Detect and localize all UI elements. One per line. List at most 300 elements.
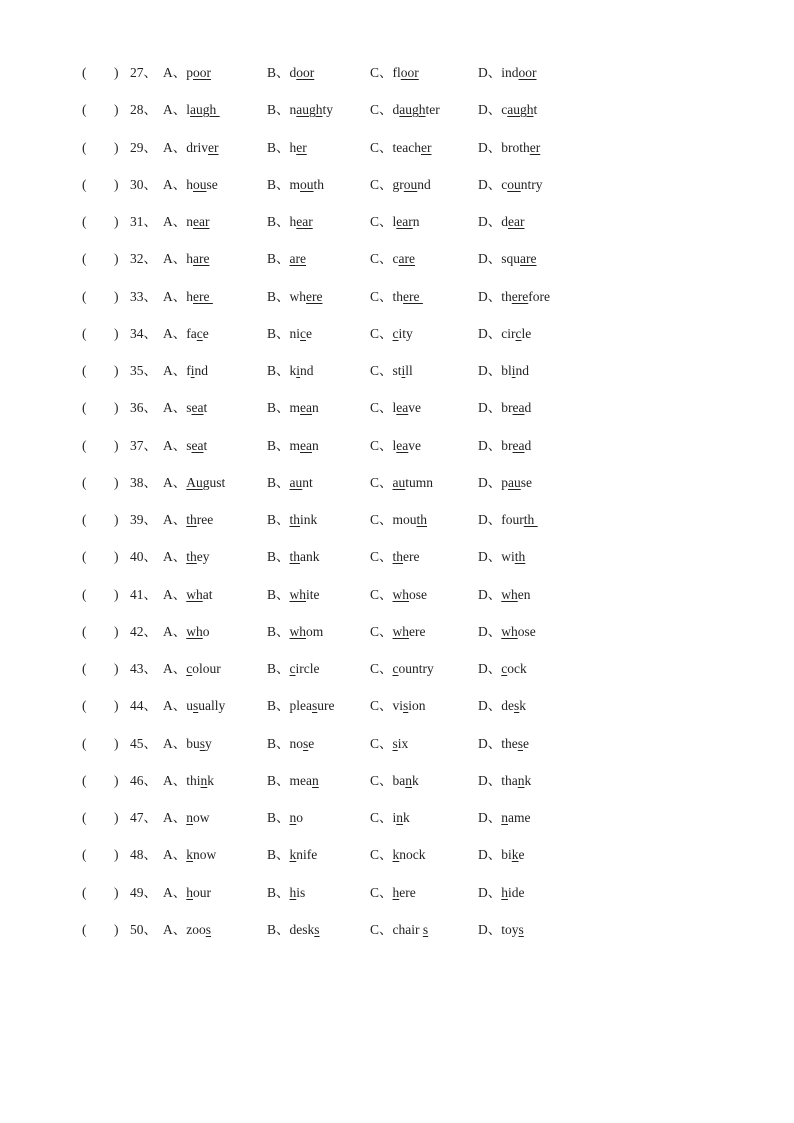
option-a [163, 473, 225, 493]
word-part: no [289, 736, 304, 751]
word-part: t [203, 438, 208, 453]
answer-bracket-open: ( [82, 438, 87, 453]
question-number: 40、 [130, 549, 157, 564]
underlined-letters: ea [512, 400, 525, 415]
answer-bracket-close: ) [114, 624, 119, 639]
word-part: m [289, 438, 301, 453]
option-letter: D、 [478, 438, 502, 453]
answer-bracket-close: ) [114, 661, 119, 676]
word-part: ey [196, 549, 210, 564]
underlined-letters: augh [190, 102, 220, 117]
option-letter: B、 [267, 102, 290, 117]
question-row [0, 510, 794, 530]
option-letter: B、 [267, 326, 290, 341]
option-letter: B、 [267, 885, 290, 900]
underlined-letters: ou [507, 177, 521, 192]
option-b [267, 212, 313, 232]
word-part: st [392, 363, 402, 378]
option-letter: C、 [370, 736, 393, 751]
option-letter: D、 [478, 922, 502, 937]
word-part: tumn [405, 475, 434, 490]
underlined-letters: er [208, 140, 219, 155]
word-part: ink [300, 512, 318, 527]
word-part: ow [193, 810, 210, 825]
option-letter: A、 [163, 326, 187, 341]
option-b [267, 771, 319, 791]
option-letter: C、 [370, 326, 393, 341]
word-part: ame [508, 810, 531, 825]
option-letter: D、 [478, 512, 502, 527]
option-letter: C、 [370, 363, 393, 378]
question-row [0, 734, 794, 754]
option-d [478, 734, 529, 754]
question-number: 45、 [130, 736, 157, 751]
underlined-letters: ea [300, 438, 313, 453]
word-part: nock [399, 847, 426, 862]
option-letter: B、 [267, 698, 290, 713]
word-part: fa [186, 326, 197, 341]
option-letter: B、 [267, 140, 290, 155]
option-a [163, 510, 213, 530]
option-d [478, 622, 536, 642]
underlined-letters: s [518, 922, 524, 937]
option-letter: C、 [370, 102, 393, 117]
underlined-letters: ere [511, 289, 529, 304]
option-b [267, 138, 307, 158]
word-part: se [520, 475, 532, 490]
question-number: 29、 [130, 140, 157, 155]
word-part: e [202, 326, 209, 341]
option-b [267, 287, 323, 307]
option-b [267, 249, 306, 269]
underlined-letters: au [392, 475, 406, 490]
word-part: n [412, 214, 420, 229]
word-part: e [518, 847, 525, 862]
option-b [267, 175, 324, 195]
question-number: 32、 [130, 251, 157, 266]
word-part: ion [408, 698, 426, 713]
option-c [370, 212, 420, 232]
answer-bracket-open: ( [82, 736, 87, 751]
word-part: o [202, 624, 210, 639]
option-letter: C、 [370, 587, 393, 602]
answer-bracket-open: ( [82, 885, 87, 900]
word-part: nife [296, 847, 318, 862]
option-letter: D、 [478, 65, 502, 80]
underlined-letters: n [186, 810, 193, 825]
option-c [370, 138, 432, 158]
option-letter: A、 [163, 363, 187, 378]
option-letter: A、 [163, 736, 187, 751]
word-part: th [392, 289, 404, 304]
underlined-letters: are [520, 251, 537, 266]
underlined-letters: wh [501, 624, 518, 639]
word-part: nd [417, 177, 431, 192]
question-number: 36、 [130, 400, 157, 415]
option-a [163, 845, 216, 865]
underlined-letters: s [517, 736, 524, 751]
option-c [370, 287, 423, 307]
answer-bracket-open: ( [82, 475, 87, 490]
underlined-letters: c [392, 326, 399, 341]
option-d [478, 249, 537, 269]
underlined-letters: wh [186, 587, 203, 602]
word-part: br [501, 400, 513, 415]
word-part: ountry [398, 661, 434, 676]
word-part: is [296, 885, 306, 900]
word-part: plea [289, 698, 313, 713]
option-letter: A、 [163, 922, 187, 937]
word-part: th [313, 177, 325, 192]
word-part: ree [196, 512, 214, 527]
option-a [163, 659, 221, 679]
option-d [478, 473, 532, 493]
question-row [0, 659, 794, 679]
option-d [478, 436, 531, 456]
word-part: th [501, 289, 512, 304]
option-letter: C、 [370, 624, 393, 639]
option-d [478, 361, 529, 381]
option-a [163, 175, 218, 195]
word-part: l [392, 400, 397, 415]
question-row [0, 883, 794, 903]
word-part: teach [392, 140, 421, 155]
option-letter: B、 [267, 475, 290, 490]
answer-bracket-close: ) [114, 885, 119, 900]
word-part: m [289, 177, 301, 192]
answer-bracket-open: ( [82, 214, 87, 229]
underlined-letters: c [186, 661, 193, 676]
option-letter: A、 [163, 885, 187, 900]
answer-bracket-open: ( [82, 251, 87, 266]
option-letter: B、 [267, 922, 290, 937]
answer-bracket-open: ( [82, 587, 87, 602]
option-letter: D、 [478, 698, 502, 713]
option-a [163, 696, 225, 716]
option-letter: D、 [478, 177, 502, 192]
option-letter: C、 [370, 65, 393, 80]
underlined-letters: k [511, 847, 519, 862]
underlined-letters: s [403, 698, 409, 713]
word-part: nt [302, 475, 313, 490]
answer-bracket-close: ) [114, 698, 119, 713]
option-b [267, 63, 314, 83]
word-part: ind [501, 65, 519, 80]
answer-bracket-open: ( [82, 140, 87, 155]
underlined-letters: h [501, 885, 508, 900]
underlined-letters: Au [186, 475, 203, 490]
word-part: the [501, 736, 518, 751]
option-letter: A、 [163, 475, 187, 490]
option-letter: C、 [370, 847, 393, 862]
word-part: h [186, 251, 193, 266]
question-row [0, 473, 794, 493]
word-part: olour [192, 661, 221, 676]
word-part: m [289, 400, 301, 415]
word-part: ircle [295, 661, 320, 676]
underlined-letters: k [392, 847, 400, 862]
underlined-letters: ere [193, 289, 213, 304]
word-part: l [392, 438, 397, 453]
question-number: 44、 [130, 698, 157, 713]
question-row [0, 920, 794, 940]
word-part: cir [501, 326, 516, 341]
option-d [478, 808, 531, 828]
option-c [370, 63, 419, 83]
word-part: h [186, 289, 193, 304]
underlined-letters: ere [403, 289, 423, 304]
option-letter: A、 [163, 65, 187, 80]
word-part: ock [507, 661, 527, 676]
option-a [163, 920, 211, 940]
answer-bracket-close: ) [114, 65, 119, 80]
option-d [478, 63, 537, 83]
answer-bracket-close: ) [114, 363, 119, 378]
underlined-letters: c [501, 661, 508, 676]
answer-bracket-open: ( [82, 289, 87, 304]
option-a [163, 100, 220, 120]
option-letter: A、 [163, 587, 187, 602]
answer-bracket-open: ( [82, 177, 87, 192]
word-part: om [306, 624, 324, 639]
answer-bracket-open: ( [82, 698, 87, 713]
option-letter: A、 [163, 177, 187, 192]
option-a [163, 585, 213, 605]
question-row [0, 324, 794, 344]
underlined-letters: c [300, 326, 307, 341]
underlined-letters: ear [296, 214, 313, 229]
underlined-letters: i [190, 363, 195, 378]
underlined-letters: k [289, 847, 297, 862]
option-a [163, 324, 209, 344]
underlined-letters: c [392, 661, 399, 676]
underlined-letters: ou [300, 177, 314, 192]
option-letter: A、 [163, 698, 187, 713]
underlined-letters: ere [306, 289, 323, 304]
word-part: gr [392, 177, 404, 192]
option-letter: D、 [478, 214, 502, 229]
word-part: n [186, 214, 193, 229]
question-number: 30、 [130, 177, 157, 192]
option-b [267, 547, 320, 567]
word-part: e [523, 736, 530, 751]
option-c [370, 175, 431, 195]
underlined-letters: th [514, 549, 526, 564]
option-a [163, 398, 207, 418]
option-letter: B、 [267, 847, 290, 862]
word-part: ose [409, 587, 428, 602]
word-part: l [186, 102, 191, 117]
option-letter: B、 [267, 661, 290, 676]
word-part: e [306, 326, 313, 341]
question-row [0, 622, 794, 642]
word-part: driv [186, 140, 208, 155]
word-part: bu [186, 736, 200, 751]
option-letter: B、 [267, 289, 290, 304]
option-letter: C、 [370, 773, 393, 788]
option-c [370, 808, 410, 828]
answer-bracket-close: ) [114, 400, 119, 415]
underlined-letters: c [289, 661, 296, 676]
word-part: four [501, 512, 524, 527]
option-c [370, 398, 421, 418]
underlined-letters: i [511, 363, 516, 378]
option-d [478, 175, 543, 195]
option-d [478, 696, 526, 716]
underlined-letters: oor [193, 65, 211, 80]
underlined-letters: wh [501, 587, 518, 602]
underlined-letters: h [392, 885, 400, 900]
word-part: mou [392, 512, 417, 527]
word-part: ually [198, 698, 226, 713]
option-b [267, 659, 320, 679]
answer-bracket-close: ) [114, 475, 119, 490]
option-c [370, 249, 415, 269]
question-number: 28、 [130, 102, 157, 117]
underlined-letters: ea [512, 438, 525, 453]
option-letter: A、 [163, 289, 187, 304]
question-number: 27、 [130, 65, 157, 80]
option-letter: A、 [163, 624, 187, 639]
word-part: ank [300, 549, 320, 564]
answer-bracket-open: ( [82, 363, 87, 378]
answer-bracket-close: ) [114, 512, 119, 527]
question-row [0, 138, 794, 158]
question-row [0, 398, 794, 418]
word-part: k [524, 773, 532, 788]
option-b [267, 808, 303, 828]
word-part: tha [501, 773, 518, 788]
word-part: ite [306, 587, 320, 602]
option-a [163, 771, 214, 791]
word-part: f [186, 363, 191, 378]
option-b [267, 324, 312, 344]
option-b [267, 585, 320, 605]
answer-bracket-close: ) [114, 214, 119, 229]
word-part: gust [202, 475, 226, 490]
underlined-letters: ea [396, 438, 409, 453]
word-part: mea [289, 773, 313, 788]
word-part: t [203, 400, 208, 415]
answer-bracket-open: ( [82, 847, 87, 862]
underlined-letters: augh [399, 102, 426, 117]
underlined-letters: ea [300, 400, 313, 415]
option-letter: B、 [267, 214, 290, 229]
option-letter: A、 [163, 140, 187, 155]
answer-bracket-close: ) [114, 177, 119, 192]
option-a [163, 361, 208, 381]
underlined-letters: wh [186, 624, 203, 639]
answer-bracket-close: ) [114, 847, 119, 862]
option-d [478, 510, 538, 530]
answer-bracket-close: ) [114, 438, 119, 453]
word-part: chair [392, 922, 423, 937]
option-letter: D、 [478, 661, 502, 676]
underlined-letters: ea [191, 438, 204, 453]
underlined-letters: ear [396, 214, 413, 229]
option-c [370, 324, 413, 344]
answer-bracket-close: ) [114, 549, 119, 564]
question-row [0, 63, 794, 83]
word-part: bl [501, 363, 512, 378]
answer-bracket-close: ) [114, 922, 119, 937]
option-a [163, 436, 207, 456]
underlined-letters: n [312, 773, 319, 788]
underlined-letters: wh [392, 587, 410, 602]
option-letter: C、 [370, 177, 393, 192]
underlined-letters: c [515, 326, 522, 341]
underlined-letters: s [422, 922, 429, 937]
underlined-letters: are [289, 251, 306, 266]
option-letter: A、 [163, 512, 187, 527]
option-a [163, 734, 212, 754]
option-letter: C、 [370, 251, 393, 266]
option-letter: D、 [478, 587, 502, 602]
option-letter: D、 [478, 736, 502, 751]
option-letter: D、 [478, 102, 502, 117]
word-part: fl [392, 65, 401, 80]
word-part: zoo [186, 922, 206, 937]
question-row [0, 436, 794, 456]
word-part: k [519, 698, 527, 713]
underlined-letters: s [392, 736, 398, 751]
word-part: bi [501, 847, 512, 862]
answer-bracket-open: ( [82, 810, 87, 825]
underlined-letters: c [196, 326, 203, 341]
option-a [163, 212, 209, 232]
option-c [370, 436, 421, 456]
answer-bracket-close: ) [114, 289, 119, 304]
option-letter: D、 [478, 847, 502, 862]
word-part: h [289, 140, 297, 155]
option-c [370, 100, 440, 120]
option-letter: A、 [163, 810, 187, 825]
underlined-letters: ear [508, 214, 525, 229]
option-a [163, 138, 219, 158]
option-d [478, 883, 525, 903]
underlined-letters: oor [296, 65, 315, 80]
question-number: 31、 [130, 214, 157, 229]
word-part: t [533, 102, 538, 117]
answer-bracket-open: ( [82, 326, 87, 341]
word-part: s [186, 400, 192, 415]
option-letter: A、 [163, 549, 187, 564]
word-part: ity [398, 326, 413, 341]
question-row [0, 100, 794, 120]
word-part: d [289, 65, 297, 80]
underlined-letters: n [501, 810, 508, 825]
option-b [267, 473, 313, 493]
underlined-letters: wh [289, 587, 307, 602]
option-letter: C、 [370, 512, 393, 527]
underlined-letters: au [508, 475, 521, 490]
question-number: 41、 [130, 587, 157, 602]
underlined-letters: oor [518, 65, 537, 80]
option-a [163, 808, 210, 828]
option-letter: C、 [370, 885, 393, 900]
word-part: h [186, 177, 193, 192]
word-part: ure [317, 698, 335, 713]
word-part: ide [508, 885, 525, 900]
answer-bracket-open: ( [82, 65, 87, 80]
underlined-letters: s [303, 736, 309, 751]
word-part: toy [501, 922, 519, 937]
option-letter: D、 [478, 549, 502, 564]
word-part: p [501, 475, 508, 490]
word-part: wi [501, 549, 515, 564]
word-part: y [205, 736, 212, 751]
question-row [0, 249, 794, 269]
